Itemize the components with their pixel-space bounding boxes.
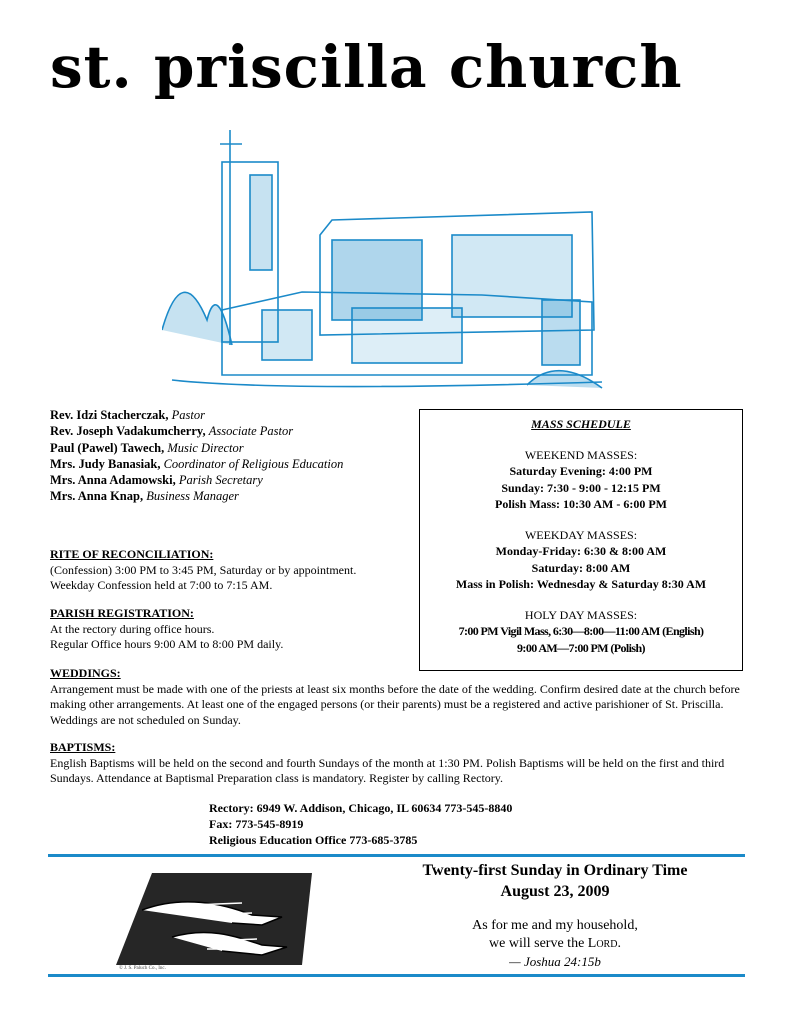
weekday-masses: WEEKDAY MASSES: Monday-Friday: 6:30 & 8:00 AM Saturday: 8:00 AM Mass in Polish: Wednesday & Saturday 8:30 AM (455, 527, 707, 591)
sunday-title: Twenty-first Sunday in Ordinary Time (422, 862, 688, 879)
mass-schedule-heading: MASS SCHEDULE (531, 417, 631, 431)
staff-row: Mrs. Judy Banasiak, Coordinator of Religious Education (50, 456, 344, 471)
divider-top (48, 854, 745, 857)
church-illustration (162, 130, 612, 400)
scripture-citation: — Joshua 24:15b (509, 954, 601, 969)
mass-schedule-box (419, 409, 743, 671)
contact-info: Rectory: 6949 W. Addison, Chicago, IL 60634 773-545-8840 Fax: 773-545-8919 Religious Education Office 773-685-3785 (209, 801, 513, 847)
staff-list (50, 407, 343, 505)
baptisms-section: BAPTISMS: English Baptisms will be held on the second and fourth Sundays of the month at 1:30 PM. Polish Baptisms will be held on the first and third Sundays. Attendance at Baptismal Preparation class is mandatory. Register by calling Rectory. (50, 740, 725, 785)
hands-illustration (112, 865, 318, 973)
page-title: st. priscilla church (50, 33, 683, 101)
sunday-block (380, 860, 730, 970)
sunday-date: August 23, 2009 (500, 883, 610, 900)
scripture-quote: As for me and my household, we will serve the Lord. (472, 918, 638, 951)
staff-row: Rev. Joseph Vadakumcherry, Associate Pastor (50, 424, 294, 439)
reconciliation-section: RITE OF RECONCILIATION: (Confession) 3:00 PM to 3:45 PM, Saturday or by appointment. Weekday Confession held at 7:00 to 7:15 AM. (50, 547, 357, 592)
staff-row: Paul (Pawel) Tawech, Music Director (50, 440, 244, 455)
art-credit: © J. S. Paluch Co., Inc. (119, 966, 166, 971)
holy-day-masses: HOLY DAY MASSES: 7:00 PM Vigil Mass, 6:30—8:00—11:00 AM (English) 9:00 AM—7:00 PM (Polish) (458, 607, 704, 655)
staff-row: Rev. Idzi Stacherczak, Pastor (50, 408, 205, 422)
weekend-masses: WEEKEND MASSES: Saturday Evening: 4:00 PM Sunday: 7:30 - 9:00 - 12:15 PM Polish Mass: 10:30 AM - 6:00 PM (495, 447, 667, 511)
staff-row: Mrs. Anna Adamowski, Parish Secretary (50, 473, 263, 488)
weddings-section: WEDDINGS: Arrangement must be made with one of the priests at least six months before the date of the wedding. Confirm desired date at the church before making other arrangements. At least one of the engaged persons (or their parents) must be a registered and active parishioner of St. Priscilla. Weddings are not scheduled on Sunday. (50, 666, 740, 727)
registration-section: PARISH REGISTRATION: At the rectory during office hours. Regular Office hours 9:00 AM to 8:00 PM daily. (50, 606, 284, 651)
staff-row: Mrs. Anna Knap, Business Manager (50, 489, 239, 504)
divider-bottom (48, 974, 745, 977)
